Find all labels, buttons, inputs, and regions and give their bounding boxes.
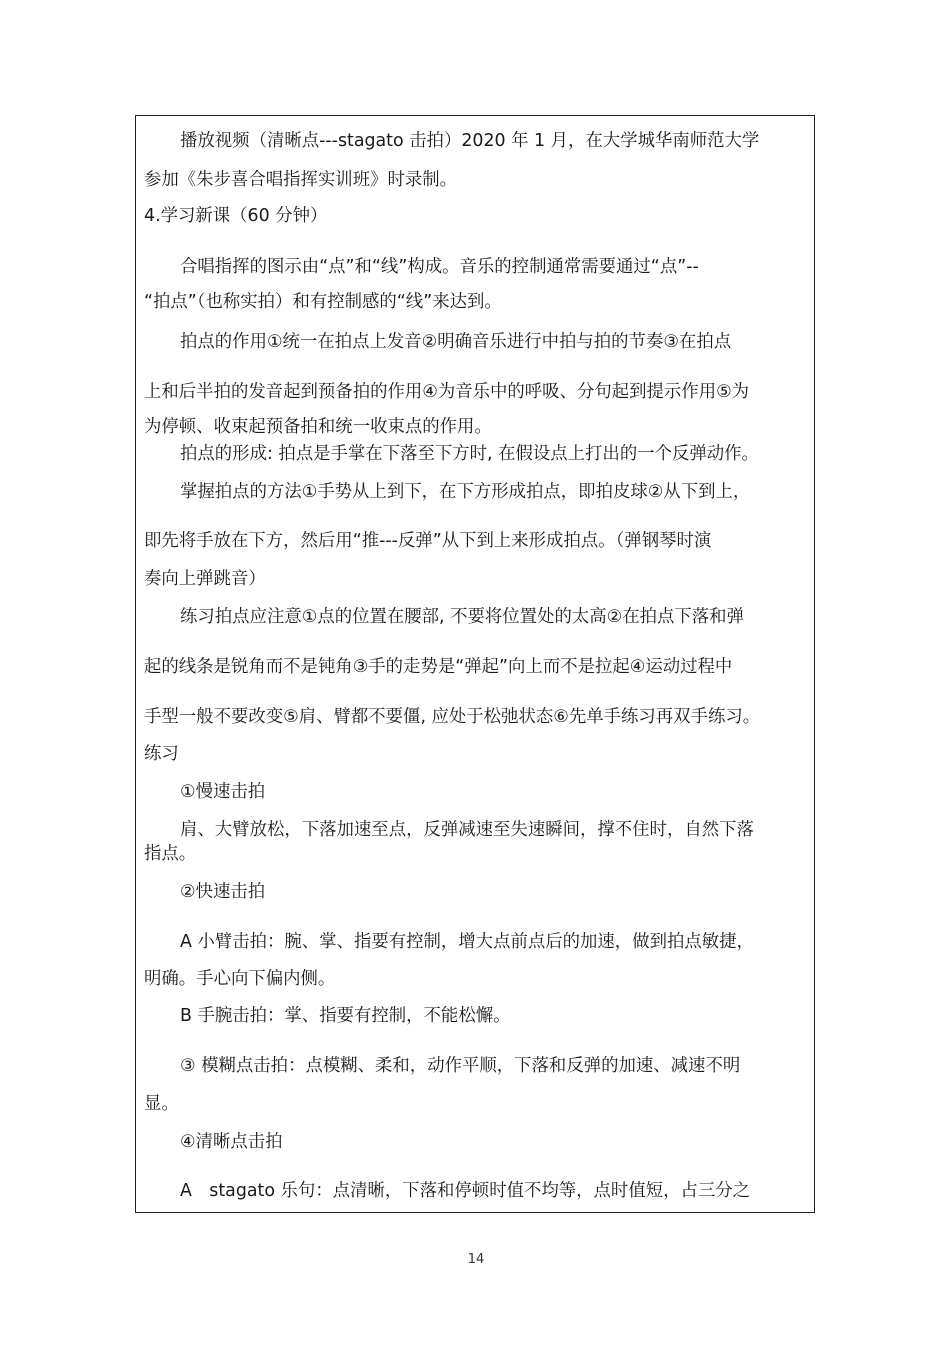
text-line: “拍点”（也称实拍）和有控制感的“线”来达到。 <box>144 292 502 312</box>
text-line: 练习拍点应注意①点的位置在腰部, 不要将位置处的太高②在拍点下落和弹 <box>180 607 744 627</box>
text-line: 起的线条是锐角而不是钝角③手的走势是“弹起”向上而不是拉起④运动过程中 <box>144 657 733 677</box>
text-line: 参加《朱步喜合唱指挥实训班》时录制。 <box>144 170 458 190</box>
page-number: 14 <box>467 1252 485 1267</box>
section-heading: 4.学习新课（60 分钟） <box>144 206 328 226</box>
text-line: 拍点的作用①统一在拍点上发音②明确音乐进行中拍与拍的节奏③在拍点 <box>180 332 732 352</box>
text-line: 为停顿、收束起预备拍和统一收束点的作用。 <box>144 417 492 437</box>
text-line: 指点。 <box>144 844 197 864</box>
list-item: ①慢速击拍 <box>180 782 266 802</box>
text-line: B 手腕击拍：掌、指要有控制，不能松懈。 <box>180 1006 511 1026</box>
text-line: 练习 <box>144 744 179 764</box>
text-line: 奏向上弹跳音） <box>144 569 266 589</box>
text-line: 掌握拍点的方法①手势从上到下，在下方形成拍点，即拍皮球②从下到上， <box>180 482 751 502</box>
text-line: 肩、大臂放松，下落加速至点，反弹减速至失速瞬间，撑不住时，自然下落 <box>180 820 754 840</box>
text-line: 拍点的形成: 拍点是手掌在下落至下方时, 在假设点上打出的一个反弹动作。 <box>180 444 759 464</box>
text-line: 合唱指挥的图示由“点”和“线”构成。音乐的控制通常需要通过“点”-- <box>180 257 699 277</box>
list-item: ④清晰点击拍 <box>180 1132 283 1152</box>
text-line: 明确。手心向下偏内侧。 <box>144 969 336 989</box>
text-line: 上和后半拍的发音起到预备拍的作用④为音乐中的呼吸、分句起到提示作用⑤为 <box>144 382 750 402</box>
text-line: 即先将手放在下方，然后用“推---反弹”从下到上来形成拍点。（弹钢琴时演 <box>144 531 712 551</box>
text-line: 播放视频（清晰点---stagato 击拍）2020 年 1 月，在大学城华南师范大学 <box>180 131 760 151</box>
text-line: A stagato 乐句：点清晰，下落和停顿时值不均等，点时值短，占三分之 <box>180 1181 751 1201</box>
list-item: ②快速击拍 <box>180 882 266 902</box>
text-line: 手型一般不要改变⑤肩、臂都不要僵, 应处于松弛状态⑥先单手练习再双手练习。 <box>144 707 761 727</box>
content-frame <box>135 115 815 1213</box>
text-line: 显。 <box>144 1094 179 1114</box>
text-line: ③ 模糊点击拍：点模糊、柔和，动作平顺，下落和反弹的加速、减速不明 <box>180 1056 741 1076</box>
text-line: A 小臂击拍：腕、掌、指要有控制，增大点前点后的加速，做到拍点敏捷， <box>180 932 754 952</box>
